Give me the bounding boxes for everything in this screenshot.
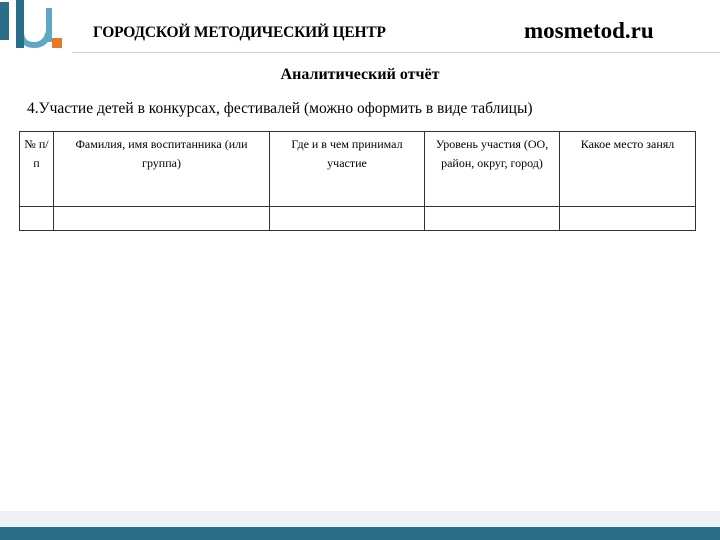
table-cell[interactable] bbox=[270, 207, 425, 231]
org-name: ГОРОДСКОЙ МЕТОДИЧЕСКИЙ ЦЕНТР bbox=[93, 24, 386, 41]
table-cell[interactable] bbox=[54, 207, 270, 231]
column-header-place: Какое место занял bbox=[560, 132, 696, 207]
footer-band bbox=[0, 527, 720, 540]
site-url: mosmetod.ru bbox=[524, 18, 654, 43]
table-row bbox=[20, 207, 696, 231]
section-heading: 4.Участие детей в конкурсах, фестивалей (можно оформить в виде таблицы) bbox=[27, 100, 533, 117]
table-cell[interactable] bbox=[20, 207, 54, 231]
column-header-name: Фамилия, имя воспитанника (или группа) bbox=[54, 132, 270, 207]
column-header-where: Где и в чем принимал участие bbox=[270, 132, 425, 207]
column-header-number: № п/п bbox=[20, 132, 54, 207]
table-cell[interactable] bbox=[560, 207, 696, 231]
mu-letter-logo-icon bbox=[0, 0, 72, 56]
report-title: Аналитический отчёт bbox=[280, 66, 440, 83]
footer-band-light bbox=[0, 511, 720, 527]
column-header-level: Уровень участия (ОО, район, округ, город) bbox=[425, 132, 560, 207]
table-cell[interactable] bbox=[425, 207, 560, 231]
header-divider bbox=[72, 52, 720, 53]
participation-table bbox=[19, 131, 696, 231]
table-header-row bbox=[20, 132, 696, 207]
